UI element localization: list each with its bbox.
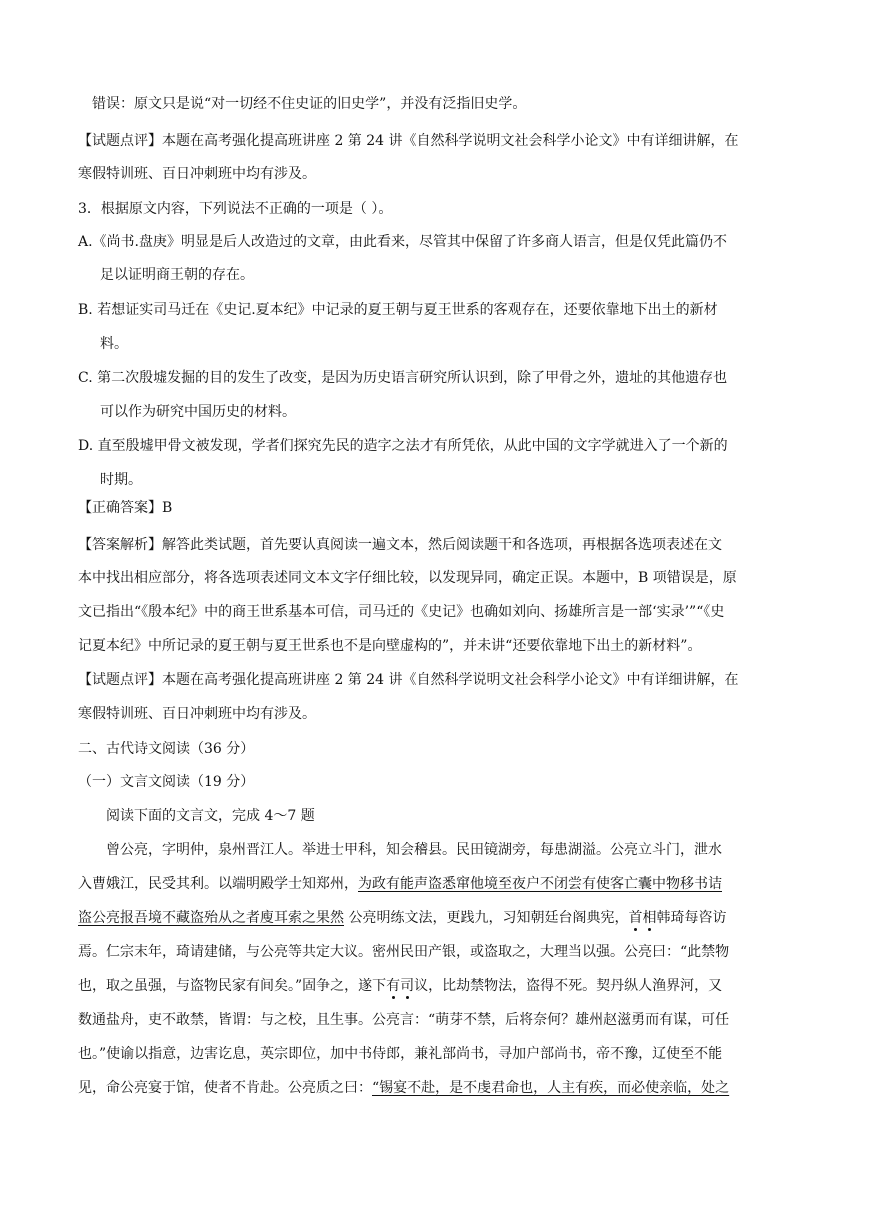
passage-text: 入曹娥江，民受其利。以端明殿学士知郑州， [78,876,358,892]
section-heading: 二、古代诗文阅读（36 分） [78,741,255,757]
option-d: D. 直至殷墟甲骨文被发现，学者们探究先民的造字之法才有所凭依，从此中国的文字学就进入了一个新的 [78,438,728,454]
passage-text: 见，命公亮宴于馆，使者不肯赴。公亮质之曰： [78,1080,372,1096]
dotted-char: 相 [642,910,657,926]
subsection-heading: （一）文言文阅读（19 分） [78,774,255,790]
passage-line: 也。”使谕以指意，边害讫息，英宗即位，加中书侍郎，兼礼部尚书，寻加户部尚书，帝不豫，辽使至不能 [78,1046,723,1062]
option-a: A.《尚书.盘庚》明显是后人改造过的文章，由此看来，尽管其中保留了许多商人语言，但是仅凭此篇仍不 [78,234,728,250]
dotted-char: 司 [400,978,415,994]
analysis-line: 文已指出“《殷本纪》中的商王世系基本可信，司马迁的《史记》也确如刘向、扬雄所言是一部‘实录’”“《史 [78,604,725,620]
passage-text: 也，取之虽强，与盗物民家有间矣。”固争之，遂下 [78,978,387,994]
text-line: 寒假特训班、百日冲刺班中均有涉及。 [78,166,316,182]
text-line: 错误：原文只是说“对一切经不住史证的旧史学”，并没有泛指旧史学。 [92,96,527,112]
underlined-text: “锡宴不赴，是不虔君命也，人主有疾，而必使亲临，处之 [372,1080,730,1096]
passage-line: 曾公亮，字明仲，泉州晋江人。举进士甲科，知会稽县。民田镜湖旁，每患湖溢。公亮立斗门，泄水 [106,842,722,858]
option-a-cont: 足以证明商王朝的存在。 [100,267,254,283]
text-line: 寒假特训班、百日冲刺班中均有涉及。 [78,706,316,722]
dotted-char: 首 [628,910,643,926]
passage-text: 议，比劫禁物法，盗得不死。契丹纵人渔界河，又 [414,978,723,994]
underlined-text: 盗公亮报吾境不藏盗殆从之者廋耳索之果然 [78,910,344,926]
passage-line [78,976,722,996]
comment-line: 【试题点评】本题在高考强化提高班讲座 2 第 24 讲《自然科学说明文社会科学小论文》中有详细讲解，在 [78,672,739,688]
underlined-text: 为政有能声盗悉窜他境至夜户不闭尝有使客亡囊中物移书诘 [358,876,722,892]
passage-line: 焉。仁宗末年，琦请建储，与公亮等共定大议。密州民田产银，或盗取之，大理当以强。公亮曰：“此禁物 [78,944,730,960]
analysis-line: 记夏本纪》中所记录的夏王朝与夏王世系也不是向壁虚构的”，并未讲“还要依靠地下出土的新材料”。 [78,638,702,654]
analysis-line: 【答案解析】解答此类试题，首先要认真阅读一遍文本，然后阅读题干和各选项，再根据各选项表述在文 [78,537,722,553]
question-stem: 3．根据原文内容，下列说法不正确的一项是（ ）。 [78,201,393,217]
option-b: B. 若想证实司马迁在《史记.夏本纪》中记录的夏王朝与夏王世系的客观存在，还要依靠地下出土的新材 [78,302,718,318]
passage-text: 公亮明练文法，更践九，习知朝廷台阁典宪， [344,910,629,926]
option-c-cont: 可以作为研究中国历史的材料。 [100,404,296,420]
analysis-line: 本中找出相应部分，将各选项表述同文本文字仔细比较，以发现异同，确定正误。本题中，B 项错误是，原 [78,570,737,586]
passage-text: 韩琦每咨访 [656,910,727,926]
instruction-line: 阅读下面的文言文，完成 4～7 题 [106,808,315,824]
option-d-cont: 时期。 [100,472,142,488]
passage-line: 数通盐舟，吏不敢禁，皆谓：与之校，且生事。公亮言：“萌芽不禁，后将奈何？雄州赵滋勇而有谋，可任 [78,1012,730,1028]
dotted-char: 有 [386,978,401,994]
option-b-cont: 料。 [100,336,128,352]
passage-line [78,874,722,894]
correct-answer: 【正确答案】B [78,500,173,516]
passage-line [78,1078,729,1098]
passage-line [78,908,726,928]
comment-line: 【试题点评】本题在高考强化提高班讲座 2 第 24 讲《自然科学说明文社会科学小论文》中有详细讲解，在 [78,133,739,149]
option-c: C. 第二次殷墟发掘的目的发生了改变，是因为历史语言研究所认识到，除了甲骨之外，遗址的其他遗存也 [78,370,728,386]
